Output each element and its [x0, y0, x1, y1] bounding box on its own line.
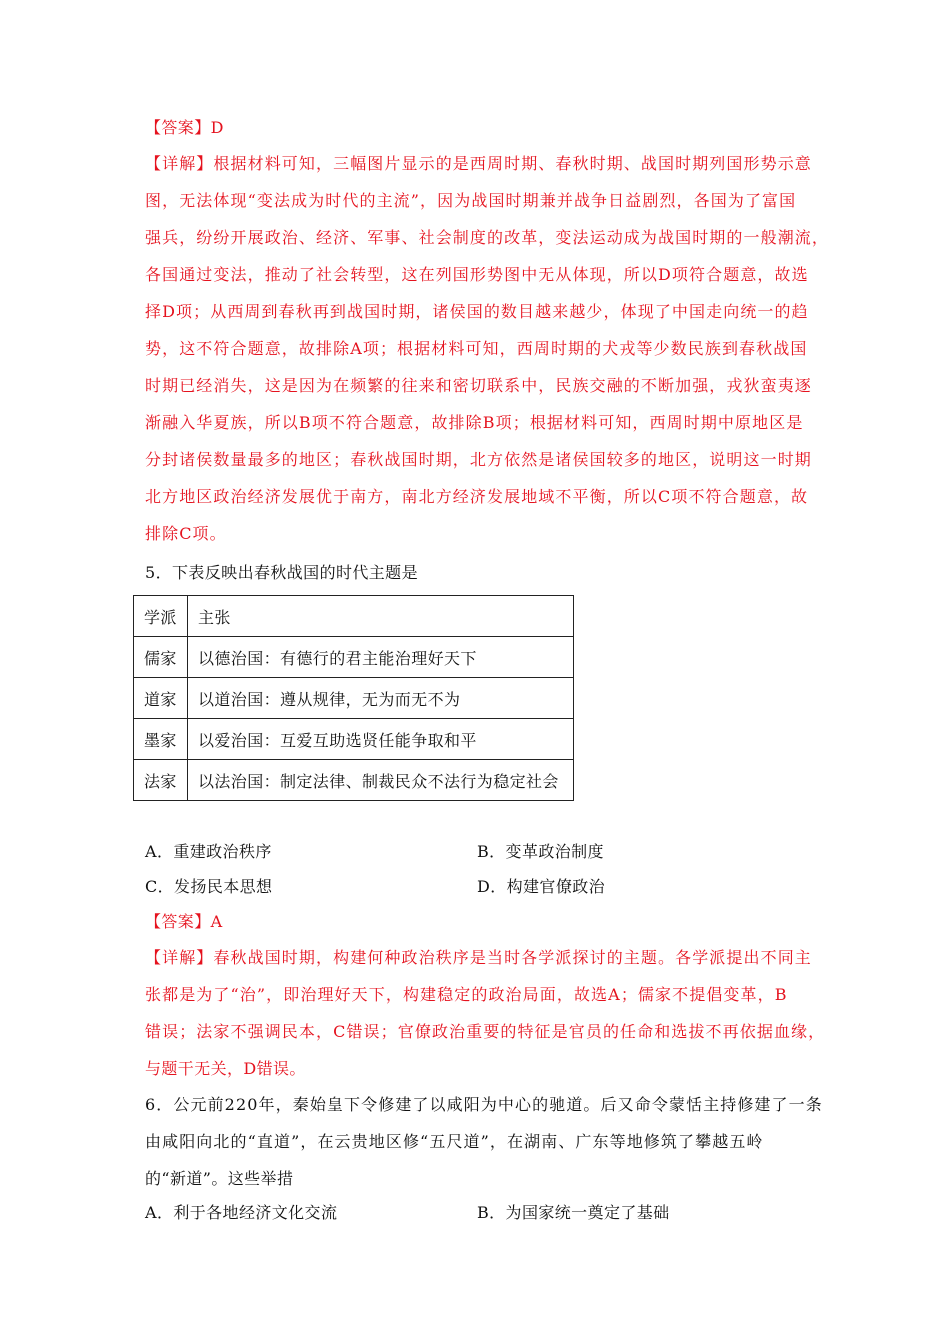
- q4-detail-line: 图，无法体现“变法成为时代的主流”，因为战国时期兼并战争日益剧烈，各国为了富国: [145, 191, 797, 210]
- q5-detail-line: 【详解】春秋战国时期，构建何种政治秩序是当时各学派探讨的主题。各学派提出不同主: [145, 948, 812, 967]
- table-cell: 道家: [134, 678, 188, 719]
- q4-detail-line: 排除C项。: [145, 524, 227, 543]
- q4-detail-line: 强兵，纷纷开展政治、经济、军事、社会制度的改革，变法运动成为战国时期的一般潮流，: [145, 228, 830, 247]
- table-header-row: [134, 596, 574, 637]
- q5-option-c: C．发扬民本思想: [145, 877, 273, 896]
- q4-answer: 【答案】D: [145, 118, 224, 137]
- table-row: [134, 637, 574, 678]
- q4-detail-line: 各国通过变法，推动了社会转型，这在列国形势图中无从体现，所以D项符合题意，故选: [145, 265, 809, 284]
- q5-stem: 5．下表反映出春秋战国的时代主题是: [145, 563, 418, 582]
- q6-stem-line: 由咸阳向北的“直道”，在云贵地区修“五尺道”，在湖南、广东等地修筑了攀越五岭: [145, 1132, 764, 1151]
- q6-option-a: A．利于各地经济文化交流: [145, 1203, 338, 1222]
- table-row: [134, 678, 574, 719]
- q4-detail-line: 渐融入华夏族，所以B项不符合题意，故排除B项；根据材料可知，西周时期中原地区是: [145, 413, 804, 432]
- q6-option-b: B．为国家统一奠定了基础: [477, 1203, 670, 1222]
- table-cell: 以道治国：遵从规律，无为而无不为: [188, 678, 574, 719]
- q5-detail-line: 错误；法家不强调民本，C错误；官僚政治重要的特征是官员的任命和选拔不再依据血缘，: [145, 1022, 826, 1041]
- q6-stem-line: 的“新道”。这些举措: [145, 1169, 294, 1188]
- q4-detail-line: 分封诸侯数量最多的地区；春秋战国时期，北方依然是诸侯国较多的地区，说明这一时期: [145, 450, 812, 469]
- q6-stem-line: 6．公元前220年，秦始皇下令修建了以咸阳为中心的驰道。后又命令蒙恬主持修建了一条: [145, 1095, 823, 1114]
- q5-detail-line: 张都是为了“治”，即治理好天下，构建稳定的政治局面，故选A；儒家不提倡变革，B: [145, 985, 788, 1004]
- q4-detail-line: 时期已经消失，这是因为在频繁的往来和密切联系中，民族交融的不断加强，戎狄蛮夷逐: [145, 376, 812, 395]
- table-row: [134, 760, 574, 801]
- table-cell: 墨家: [134, 719, 188, 760]
- table-cell: 法家: [134, 760, 188, 801]
- table-row: [134, 719, 574, 760]
- table-cell: 以德治国：有德行的君主能治理好天下: [188, 637, 574, 678]
- table-cell: 儒家: [134, 637, 188, 678]
- q5-answer: 【答案】A: [145, 912, 223, 931]
- q5-option-d: D．构建官僚政治: [477, 877, 606, 896]
- table-cell: 以法治国：制定法律、制裁民众不法行为稳定社会: [188, 760, 574, 801]
- table-header-cell: 学派: [134, 596, 188, 637]
- schools-table: [133, 595, 574, 801]
- q4-detail-line: 择D项；从西周到春秋再到战国时期，诸侯国的数目越来越少，体现了中国走向统一的趋: [145, 302, 809, 321]
- table-cell: 以爱治国：互爱互助选贤任能争取和平: [188, 719, 574, 760]
- q5-detail-line: 与题干无关，D错误。: [145, 1059, 306, 1078]
- q5-option-b: B．变革政治制度: [477, 842, 604, 861]
- q5-option-a: A．重建政治秩序: [145, 842, 272, 861]
- q4-detail-line: 北方地区政治经济发展优于南方，南北方经济发展地域不平衡，所以C项不符合题意，故: [145, 487, 809, 506]
- table-header-cell: 主张: [188, 596, 574, 637]
- q4-detail-line: 势，这不符合题意，故排除A项；根据材料可知，西周时期的犬戎等少数民族到春秋战国: [145, 339, 808, 358]
- q4-detail-line: 【详解】根据材料可知，三幅图片显示的是西周时期、春秋时期、战国时期列国形势示意: [145, 154, 812, 173]
